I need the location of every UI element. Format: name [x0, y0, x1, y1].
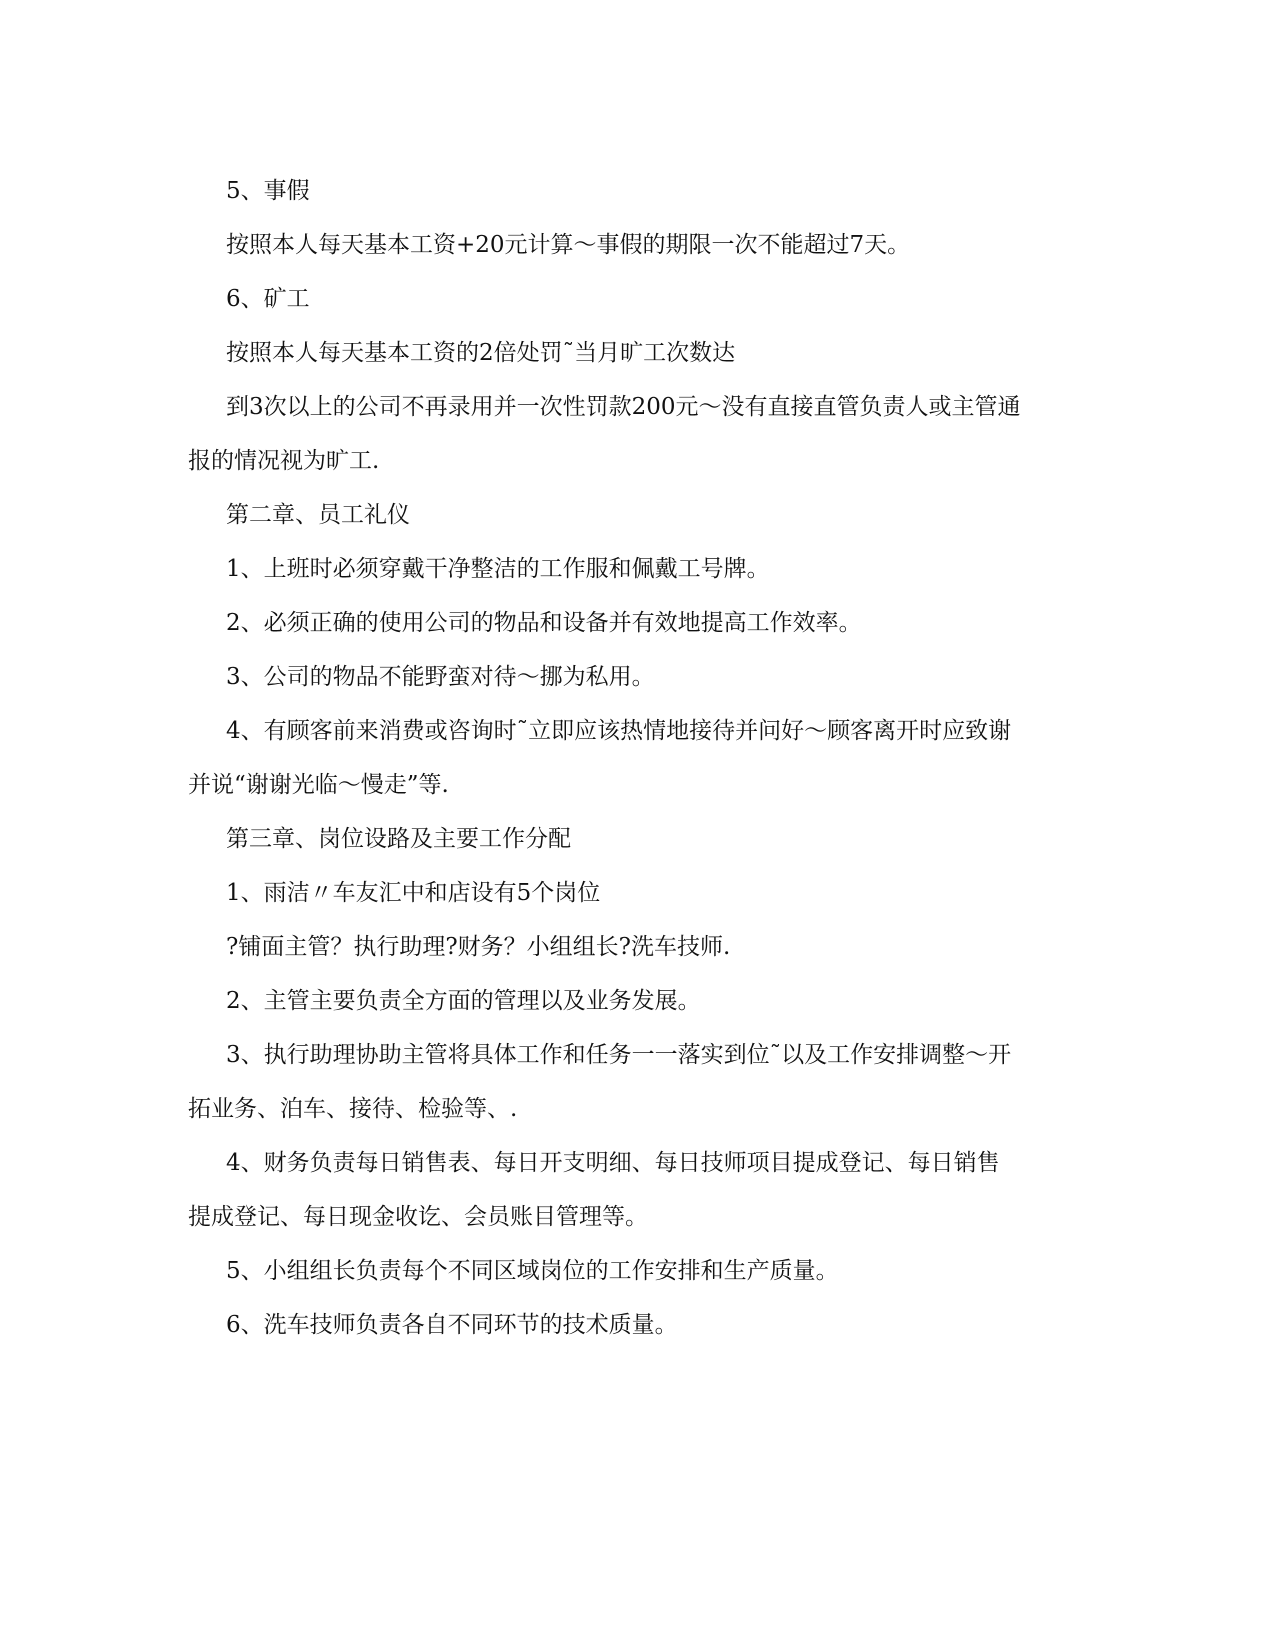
text-line: 报的情况视为旷工.	[188, 448, 380, 474]
text-line: 并说“谢谢光临～慢走”等.	[188, 772, 449, 798]
text-line: 6、洗车技师负责各自不同环节的技术质量。	[226, 1312, 678, 1338]
text-line: 拓业务、泊车、接待、检验等、.	[188, 1096, 518, 1122]
text-line: 6、矿工	[226, 286, 310, 312]
text-line: 提成登记、每日现金收讫、会员账目管理等。	[188, 1204, 648, 1230]
document-body	[188, 164, 1078, 1352]
text-line: 2、主管主要负责全方面的管理以及业务发展。	[226, 988, 701, 1014]
text-line: 5、事假	[226, 178, 310, 204]
text-line: 第三章、岗位设路及主要工作分配	[226, 826, 571, 852]
text-line: 3、执行助理协助主管将具体工作和任务一一落实到位˜以及工作安排调整～开	[226, 1042, 1012, 1068]
text-line: ?铺面主管？执行助理?财务？小组组长?洗车技师.	[226, 934, 731, 960]
text-line: 2、必须正确的使用公司的物品和设备并有效地提高工作效率。	[226, 610, 862, 636]
text-line: 1、上班时必须穿戴干净整洁的工作服和佩戴工号牌。	[226, 556, 770, 582]
text-line: 第二章、员工礼仪	[226, 502, 410, 528]
text-line: 3、公司的物品不能野蛮对待～挪为私用。	[226, 664, 655, 690]
text-line: 4、有顾客前来消费或咨询时˜立即应该热情地接待并问好～顾客离开时应致谢	[226, 718, 1012, 744]
text-line: 按照本人每天基本工资+20元计算～事假的期限一次不能超过7天。	[226, 232, 911, 258]
text-line: 5、小组组长负责每个不同区域岗位的工作安排和生产质量。	[226, 1258, 839, 1284]
text-line: 1、雨洁〃车友汇中和店设有5个岗位	[226, 880, 601, 906]
text-line: 4、财务负责每日销售表、每日开支明细、每日技师项目提成登记、每日销售	[226, 1150, 1000, 1176]
text-line: 到3次以上的公司不再录用并一次性罚款200元～没有直接直管负责人或主管通	[226, 394, 1021, 420]
text-line: 按照本人每天基本工资的2倍处罚˜当月旷工次数达	[226, 340, 736, 366]
